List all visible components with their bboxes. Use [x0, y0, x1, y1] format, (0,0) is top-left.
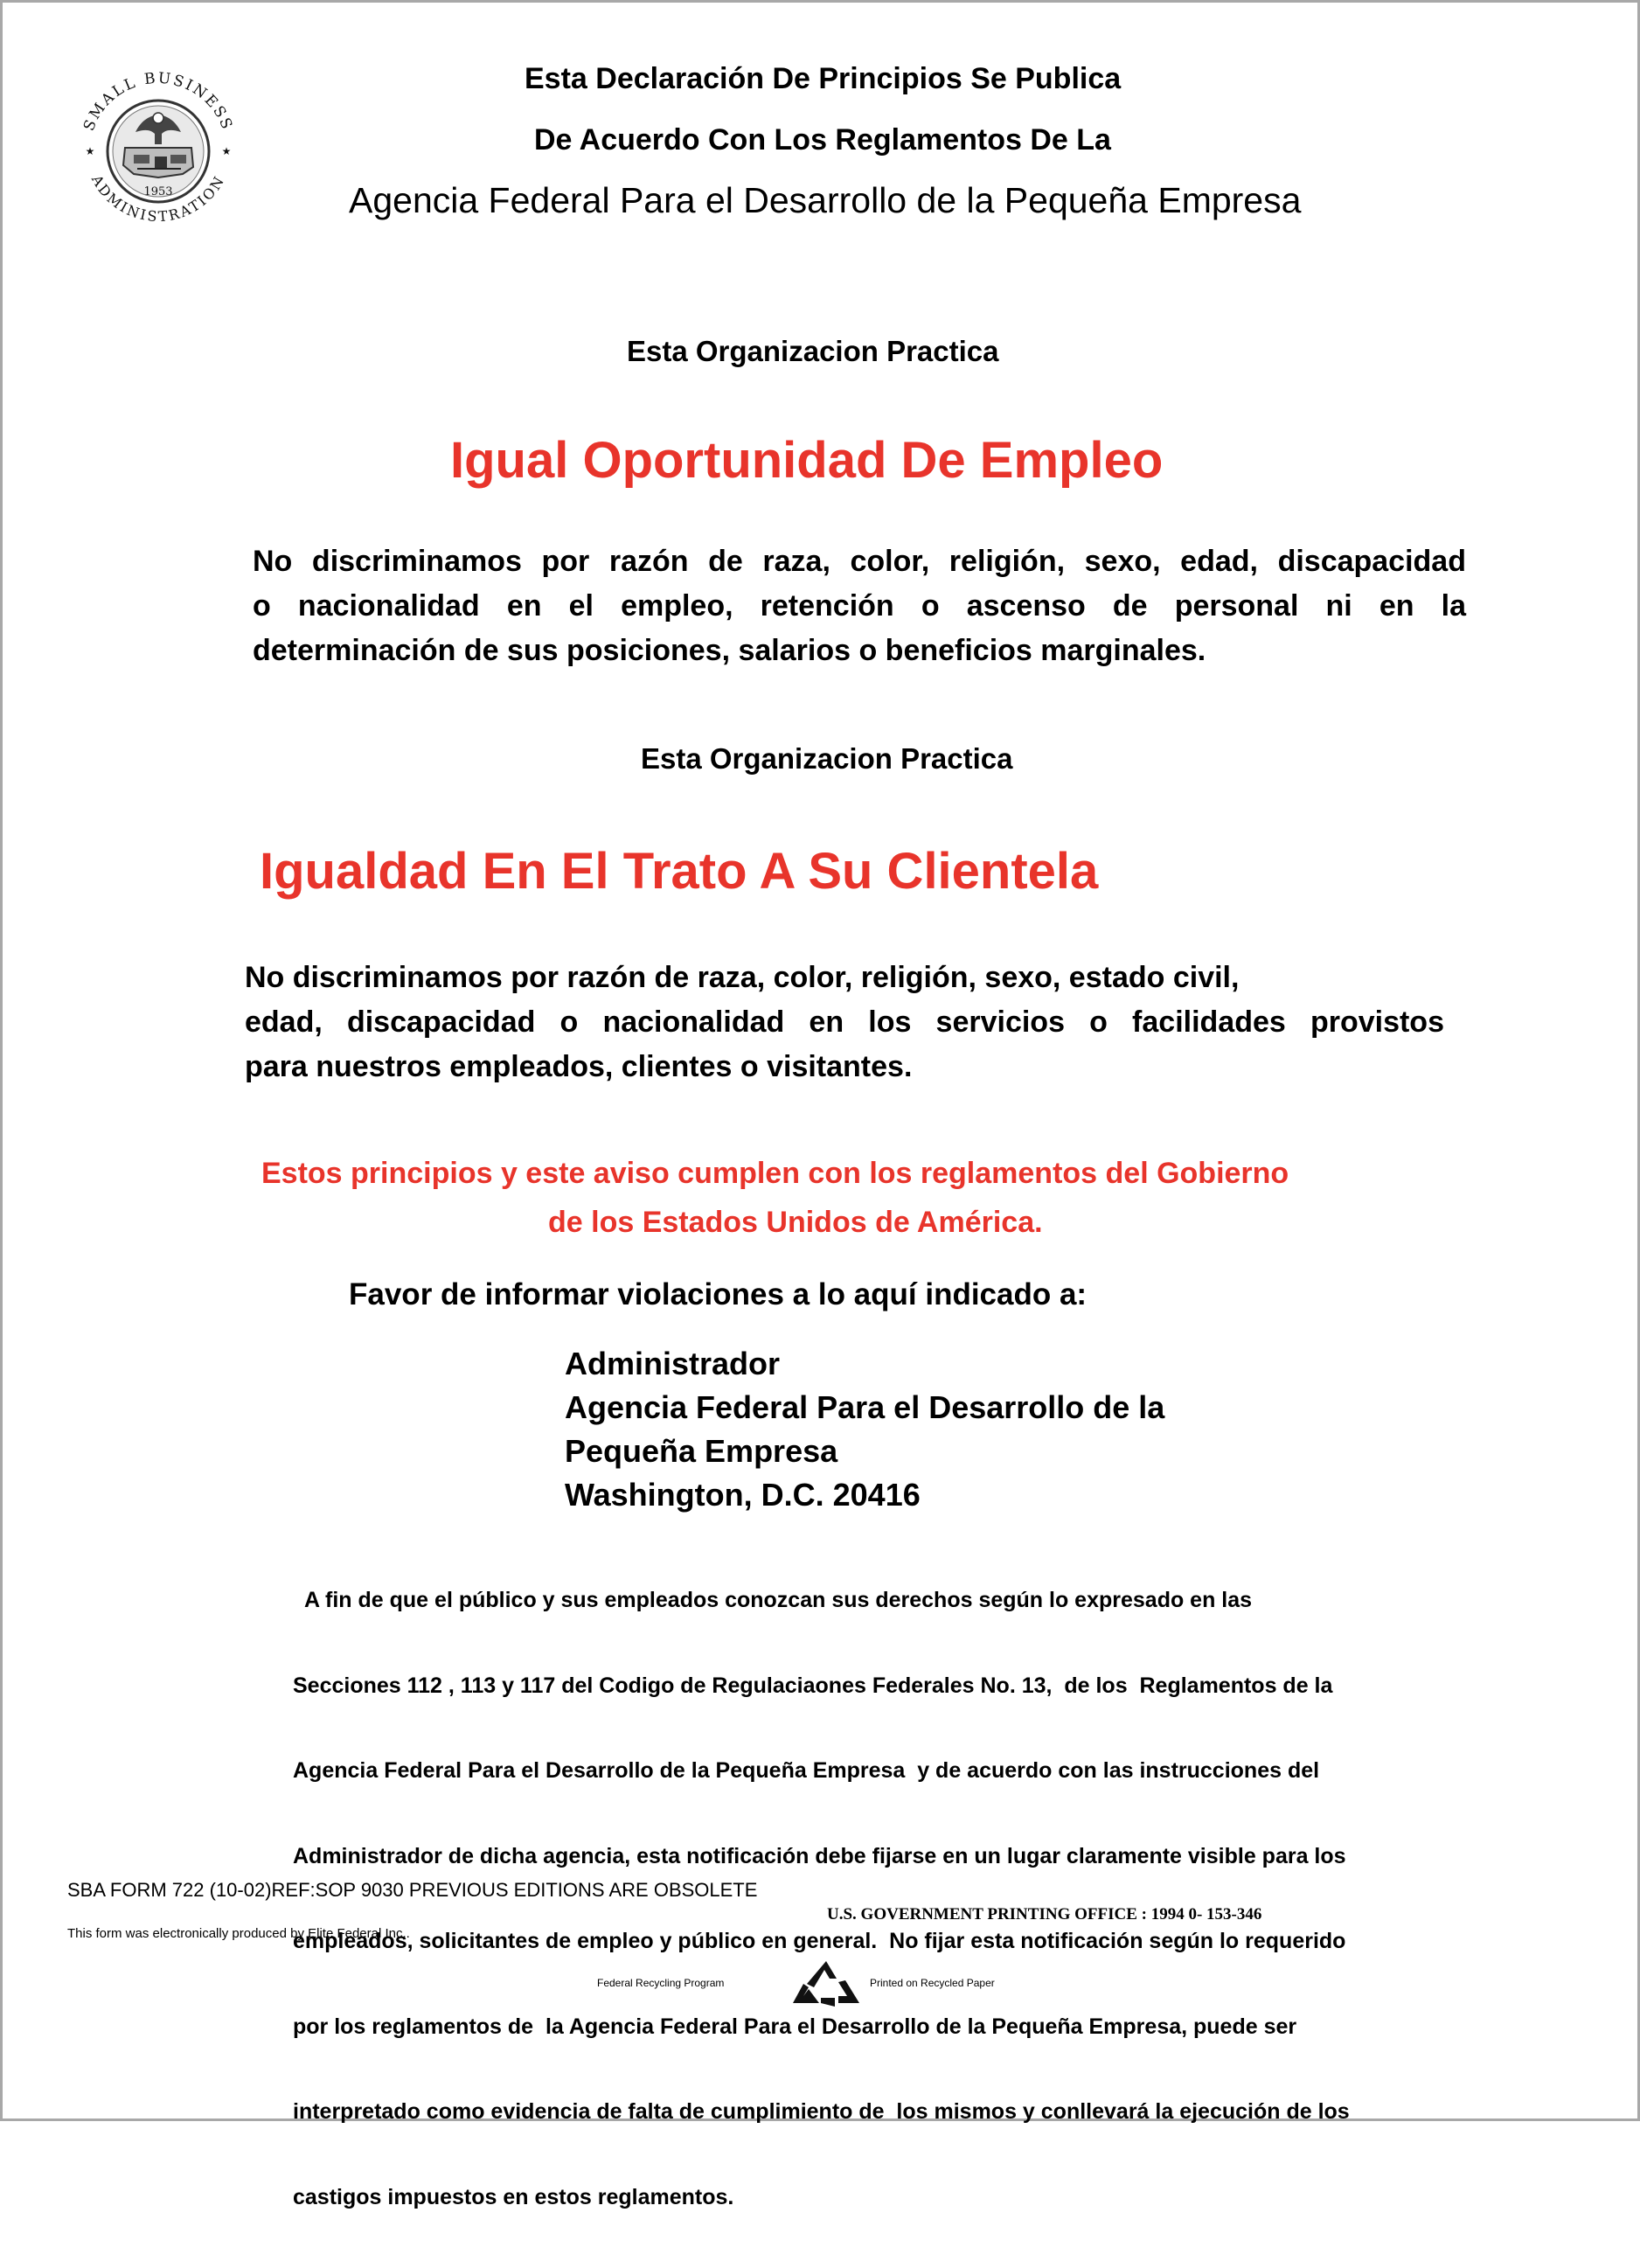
notice-line: A fin de que el público y sus empleados conozcan sus derechos según lo expresado en las [293, 1588, 1253, 1612]
header-line-3: Agencia Federal Para el Desarrollo de la Pequeña Empresa [349, 180, 1302, 220]
section1-intro: Esta Organizacion Practica [627, 335, 999, 367]
section2-intro: Esta Organizacion Practica [641, 742, 1013, 775]
section2-line: No discriminamos por razón de raza, color, religión, sexo, estado civil, [245, 961, 1240, 994]
address-line: Administrador [565, 1346, 781, 1381]
recycling-program-label: Federal Recycling Program [597, 1977, 725, 1989]
section1-line: determinación de sus posiciones, salarios o beneficios marginales. [253, 634, 1206, 667]
address-line: Pequeña Empresa [565, 1433, 838, 1469]
recycled-paper-label: Printed on Recycled Paper [870, 1977, 995, 1989]
section2-line: edad, discapacidad o nacionalidad en los servicios o facilidades provistos [245, 1005, 1444, 1039]
notice-line: castigos impuestos en estos reglamentos. [293, 2184, 734, 2209]
form-number: SBA FORM 722 (10-02)REF:SOP 9030 PREVIOUS EDITIONS ARE OBSOLETE [67, 1879, 758, 1901]
section1-body [253, 539, 1466, 673]
section1-line: o nacionalidad en el empleo, retención o ascenso de personal ni en la [253, 589, 1466, 623]
sba-seal-logo [71, 64, 246, 239]
header-line-2: De Acuerdo Con Los Reglamentos De La [534, 123, 1111, 157]
section2-title: Igualdad En El Trato A Su Clientela [260, 843, 1099, 900]
section1-title: Igual Oportunidad De Empleo [450, 432, 1164, 489]
notice-line: interpretado como evidencia de falta de cumplimiento de los mismos y conllevará la ejecución de los [293, 2099, 1350, 2124]
notice-line: empleados, solicitantes de empleo y público en general. No fijar esta notificación según lo requerido [293, 1929, 1346, 1953]
recycle-icon [789, 1958, 863, 2008]
seal-bottom-text: ADMINISTRATION [87, 171, 229, 226]
compliance-line-1: Estos principios y este aviso cumplen con los reglamentos del Gobierno [261, 1157, 1289, 1190]
notice-line: Agencia Federal Para el Desarrollo de la Pequeña Empresa y de acuerdo con las instrucciones del [293, 1758, 1320, 1783]
svg-text:★: ★ [221, 145, 232, 157]
address-line: Washington, D.C. 20416 [565, 1477, 921, 1513]
section1-line: No discriminamos por razón de raza, color, religión, sexo, edad, discapacidad [253, 545, 1466, 578]
address-line: Agencia Federal Para el Desarrollo de la [565, 1389, 1165, 1425]
section2-line: para nuestros empleados, clientes o visitantes. [245, 1050, 913, 1083]
section2-body [245, 956, 1444, 1089]
compliance-line-2: de los Estados Unidos de América. [548, 1206, 1043, 1239]
header-line-1: Esta Declaración De Principios Se Publica [525, 62, 1122, 95]
produced-by: This form was electronically produced by Elite Federal Inc,. [67, 1926, 410, 1941]
report-address [565, 1342, 1164, 1517]
report-heading: Favor de informar violaciones a lo aquí indicado a: [349, 1277, 1088, 1311]
seal-top-text: SMALL BUSINESS [80, 69, 237, 134]
notice-line: Administrador de dicha agencia, esta notificación debe fijarse en un lugar claramente visible para los [293, 1843, 1346, 1868]
seal-year: 1953 [143, 185, 173, 198]
gpo-line: U.S. GOVERNMENT PRINTING OFFICE : 1994 0- 153-346 [827, 1905, 1262, 1924]
notice-line: por los reglamentos de la Agencia Federal Para el Desarrollo de la Pequeña Empresa, puede ser [293, 2014, 1297, 2039]
notice-line: Secciones 112 , 113 y 117 del Codigo de Regulaciaones Federales No. 13, de los Reglamentos de la [293, 1673, 1333, 1698]
svg-text:★: ★ [85, 145, 95, 157]
